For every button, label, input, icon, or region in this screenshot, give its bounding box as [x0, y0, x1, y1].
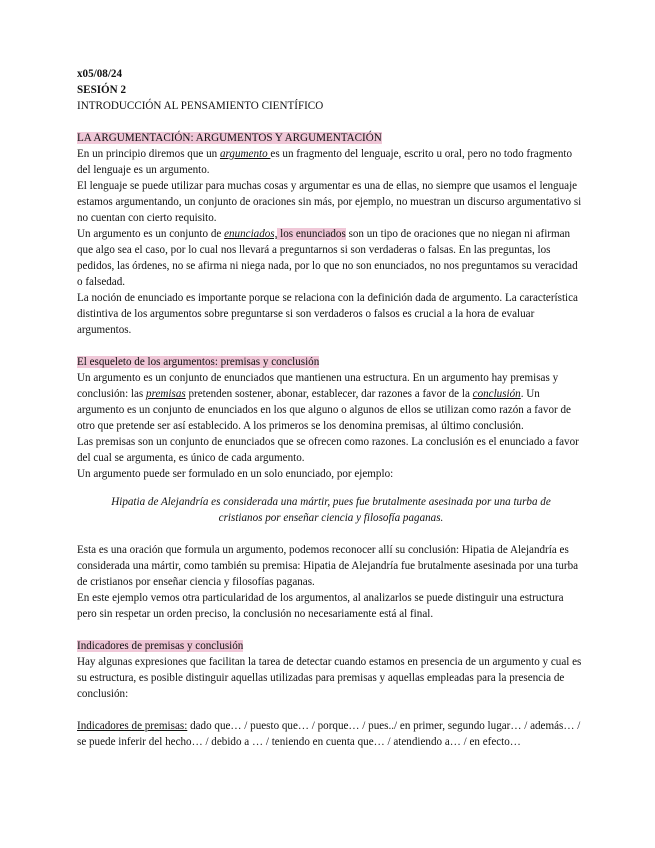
date-line: x05/08/24	[77, 68, 122, 80]
paragraph: En este ejemplo vemos otra particularidad de los argumentos, al analizarlos se puede distinguir una estructura pero sin respetar un orden preciso, la conclusión no necesariamente está al final.	[77, 592, 564, 620]
section-esqueleto	[77, 354, 585, 370]
highlight-enunciados: los enunciados	[277, 228, 346, 240]
paragraph: Hay algunas expresiones que facilitan la tarea de detectar cuando estamos en presencia de un argumento y cual es su estructura, es posible distinguir aquellas utilizadas para premisas y aquellas empleadas para la presencia de conclusión:	[77, 656, 582, 700]
section-indicadores	[77, 638, 585, 654]
example-quote: Hipatia de Alejandría es considerada una mártir, pues fue brutalmente asesinada por una turba de cristianos por enseñar ciencia y filosofía paganas.	[111, 496, 551, 524]
term-conclusion: conclusión	[472, 388, 521, 400]
section-argumentacion	[77, 130, 585, 146]
session-line: SESIÓN 2	[77, 84, 127, 96]
term-premisas: premisas	[146, 388, 186, 400]
paragraph: La noción de enunciado es importante porque se relaciona con la definición dada de argumento. La característica distintiva de los argumentos sobre preguntarse si son verdaderos o falsos es crucial a la hora de evaluar argumentos.	[77, 292, 578, 336]
paragraph: El lenguaje se puede utilizar para muchas cosas y argumentar es una de ellas, no siempre que usamos el lenguaje estamos argumentando, un conjunto de oraciones sin más, por ejemplo, no muestran un discurso argumentativo si no cuentan con cierto requisito.	[77, 180, 582, 224]
premise-indicators: Indicadores de premisas: dado que… / puesto que… / porque… / pues../ en primer, segundo lugar… / además… / se puede inferir del hecho… / debido a … / teniendo en cuenta que… / atendiendo a… / en efecto…	[77, 720, 581, 748]
paragraph: Un argumento puede ser formulado en un solo enunciado, por ejemplo:	[77, 468, 394, 480]
term-argumento: argumento	[219, 148, 271, 160]
term-enunciados: enunciados,	[224, 228, 278, 240]
paragraph: Esta es una oración que formula un argumento, podemos reconocer allí su conclusión: Hipatia de Alejandría es considerada una mártir, como también su premisa: Hipatia de Alejandría fue brutalmente asesinada por una turba de cristianos por enseñar ciencia y filosofías paganas.	[77, 544, 579, 588]
section-heading: LA ARGUMENTACIÓN: ARGUMENTOS Y ARGUMENTACIÓN	[77, 132, 382, 144]
section-heading: El esqueleto de los argumentos: premisas y conclusión	[77, 356, 320, 368]
paragraph: Las premisas son un conjunto de enunciados que se ofrecen como razones. La conclusión es el enunciado a favor del cual se argumenta, es único de cada argumento.	[77, 436, 579, 464]
section-heading: Indicadores de premisas y conclusión	[77, 640, 244, 652]
paragraph: Un argumento es un conjunto de enunciados, los enunciados son un tipo de oraciones que no niegan ni afirman que algo sea el caso, por lo cual nos llevará a preguntarnos si son verdaderas o falsas. En las preguntas, los pedidos, las órdenes, no se afirma ni niega nada, por lo que no son enunciados, no nos preguntamos su veracidad o falsedad.	[77, 228, 578, 288]
course-title: INTRODUCCIÓN AL PENSAMIENTO CIENTÍFICO	[77, 100, 324, 112]
paragraph: Un argumento es un conjunto de enunciados que mantienen una estructura. En un argumento hay premisas y conclusión: las premisas pretenden sostener, abonar, establecer, dar razones a favor de la conclusión. Un argumento es un conjunto de enunciados en los que alguno o algunos de ellos se utilizan como razón a favor de otro que pretende ser así establecido. A los primeros se los denomina premisas, al último conclusión.	[77, 372, 571, 432]
paragraph: En un principio diremos que un argumento es un fragmento del lenguaje, escrito u oral, pero no todo fragmento del lenguaje es un argumento.	[77, 148, 572, 176]
indicators-label: Indicadores de premisas:	[77, 720, 188, 732]
